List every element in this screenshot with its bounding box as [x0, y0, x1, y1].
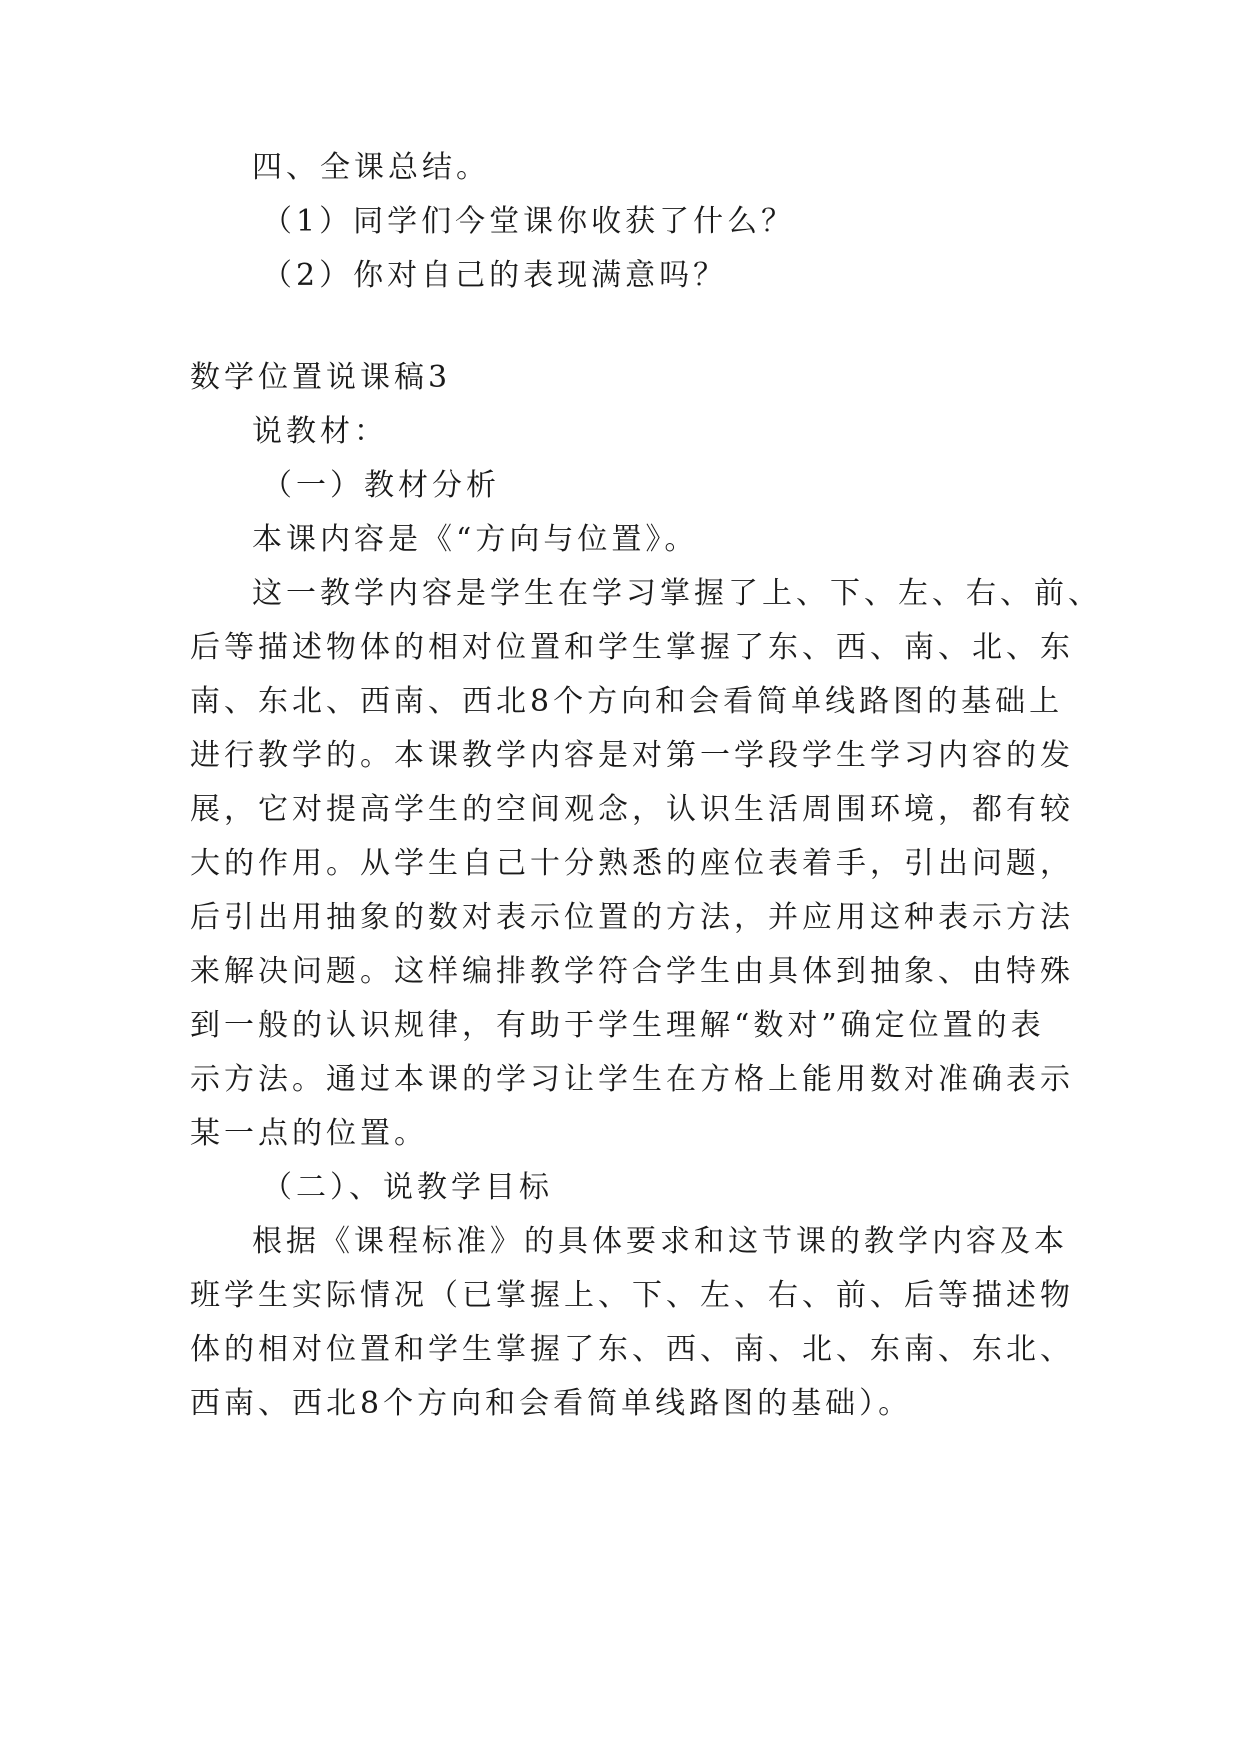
part2-heading: （二）、说教学目标: [262, 1170, 553, 1205]
document-title: 数学位置说课稿3: [190, 360, 452, 395]
paragraph-line: 后等描述物体的相对位置和学生掌握了东、西、南、北、东: [190, 630, 1074, 665]
paragraph-line: 某一点的位置。: [190, 1116, 428, 1151]
paragraph-line: 这一教学内容是学生在学习掌握了上、下、左、右、前、: [252, 576, 1102, 611]
paragraph-line: 根据《课程标准》的具体要求和这节课的教学内容及本: [252, 1224, 1068, 1259]
paragraph-line: 后引出用抽象的数对表示位置的方法，并应用这种表示方法: [190, 900, 1074, 935]
paragraph-line: 到一般的认识规律，有助于学生理解“数对”确定位置的表: [190, 1008, 1045, 1043]
paragraph-line: 进行教学的。本课教学内容是对第一学段学生学习内容的发: [190, 738, 1074, 773]
question-2: （2）你对自己的表现满意吗？: [262, 258, 728, 293]
section-four-heading: 四、全课总结。: [252, 150, 490, 185]
paragraph-line: 展，它对提高学生的空间观念，认识生活周围环境，都有较: [190, 792, 1074, 827]
paragraph-line: 来解决问题。这样编排教学符合学生由具体到抽象、由特殊: [190, 954, 1074, 989]
question-1: （1）同学们今堂课你收获了什么？: [262, 204, 796, 239]
paragraph-line: 示方法。通过本课的学习让学生在方格上能用数对准确表示: [190, 1062, 1074, 1097]
paragraph-line: 西南、西北8个方向和会看简单线路图的基础）。: [190, 1386, 913, 1421]
part1-heading: （一）教材分析: [262, 468, 500, 503]
paragraph-line: 体的相对位置和学生掌握了东、西、南、北、东南、东北、: [190, 1332, 1074, 1367]
paragraph-line: 班学生实际情况（已掌握上、下、左、右、前、后等描述物: [190, 1278, 1074, 1313]
paragraph-line: 南、东北、西南、西北8个方向和会看简单线路图的基础上: [190, 684, 1064, 719]
subtitle: 说教材：: [252, 414, 388, 449]
paragraph-line: 大的作用。从学生自己十分熟悉的座位表着手，引出问题，: [190, 846, 1074, 881]
part1-intro: 本课内容是《“方向与位置》。: [252, 522, 699, 557]
